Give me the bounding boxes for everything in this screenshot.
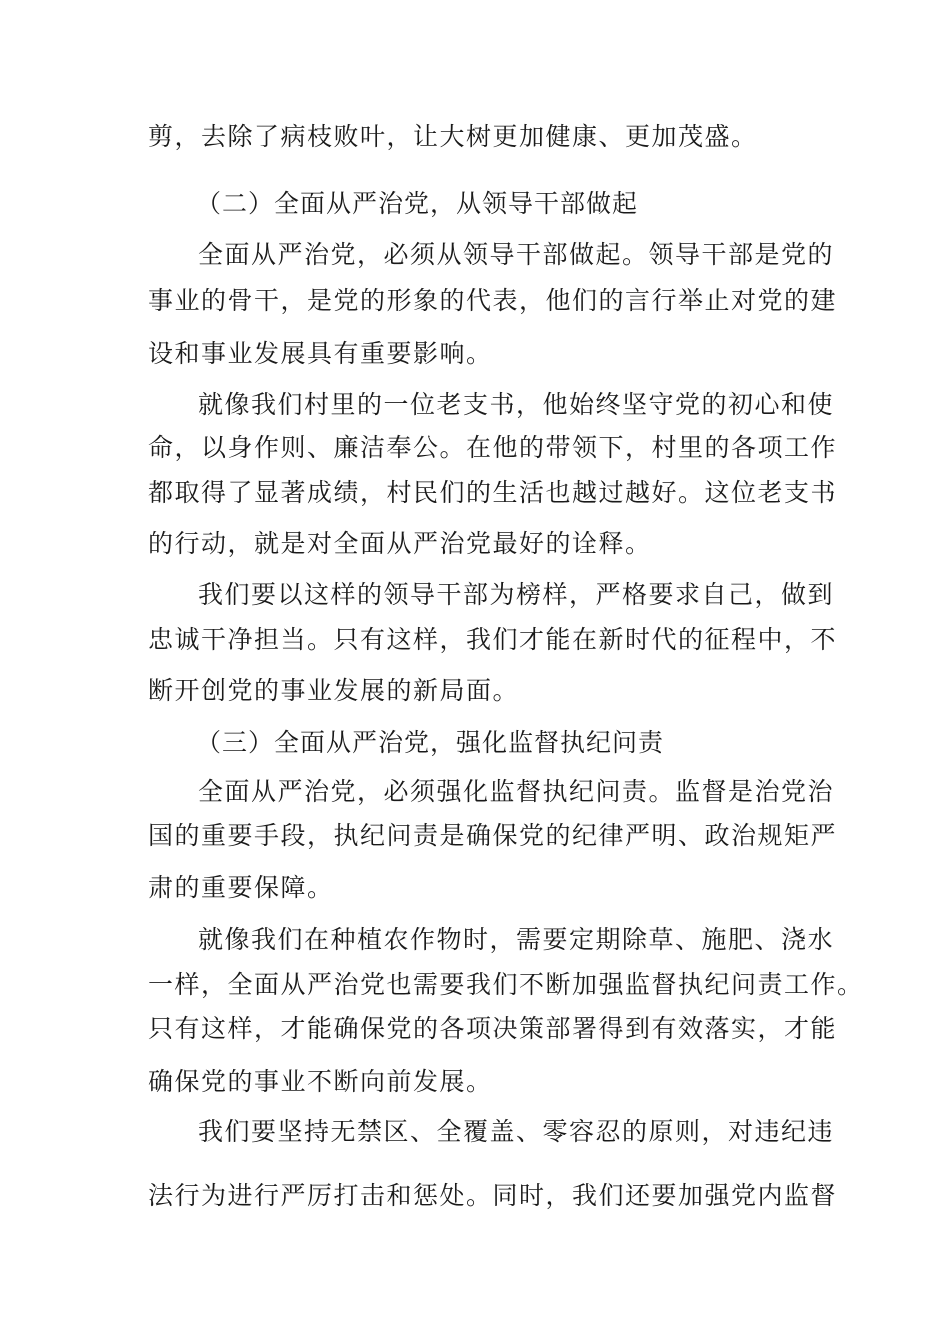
paragraph-line: 设和事业发展具有重要影响。 — [148, 339, 493, 368]
paragraph-line: 肃的重要保障。 — [148, 873, 334, 902]
paragraph-line: 就像我们村里的一位老支书，他始终坚守党的初心和使 — [198, 390, 835, 419]
paragraph-line: 我们要以这样的领导干部为榜样，严格要求自己，做到 — [198, 580, 835, 609]
paragraph-line: 法行为进行严厉打击和惩处。同时，我们还要加强党内监督 — [148, 1181, 838, 1210]
paragraph-line: 确保党的事业不断向前发展。 — [148, 1067, 493, 1096]
paragraph-line: 就像我们在种植农作物时，需要定期除草、施肥、浇水 — [198, 925, 835, 954]
paragraph-line: 断开创党的事业发展的新局面。 — [148, 676, 520, 705]
paragraph-line: 一样，全面从严治党也需要我们不断加强监督执纪问责工作。 — [148, 970, 864, 999]
paragraph-line: 事业的骨干，是党的形象的代表，他们的言行举止对党的建 — [148, 286, 838, 315]
paragraph-line: 我们要坚持无禁区、全覆盖、零容忍的原则，对违纪违 — [198, 1117, 835, 1146]
paragraph-line: 全面从严治党，必须强化监督执纪问责。监督是治党治 — [198, 777, 835, 806]
paragraph-line: 国的重要手段，执纪问责是确保党的纪律严明、政治规矩严 — [148, 821, 838, 850]
paragraph-line: 忠诚干净担当。只有这样，我们才能在新时代的征程中，不 — [148, 625, 838, 654]
section-heading-3: （三）全面从严治党，强化监督执纪问责 — [196, 728, 665, 757]
paragraph-line: 全面从严治党，必须从领导干部做起。领导干部是党的 — [198, 240, 835, 269]
paragraph-line: 命，以身作则、廉洁奉公。在他的带领下，村里的各项工作 — [148, 433, 838, 462]
section-heading-2: （二）全面从严治党，从领导干部做起 — [196, 189, 639, 218]
paragraph-line: 只有这样，才能确保党的各项决策部署得到有效落实，才能 — [148, 1014, 838, 1043]
paragraph-line: 的行动，就是对全面从严治党最好的诠释。 — [148, 529, 652, 558]
paragraph-line: 剪，去除了病枝败叶，让大树更加健康、更加茂盛。 — [148, 122, 758, 151]
paragraph-line: 都取得了显著成绩，村民们的生活也越过越好。这位老支书 — [148, 478, 838, 507]
